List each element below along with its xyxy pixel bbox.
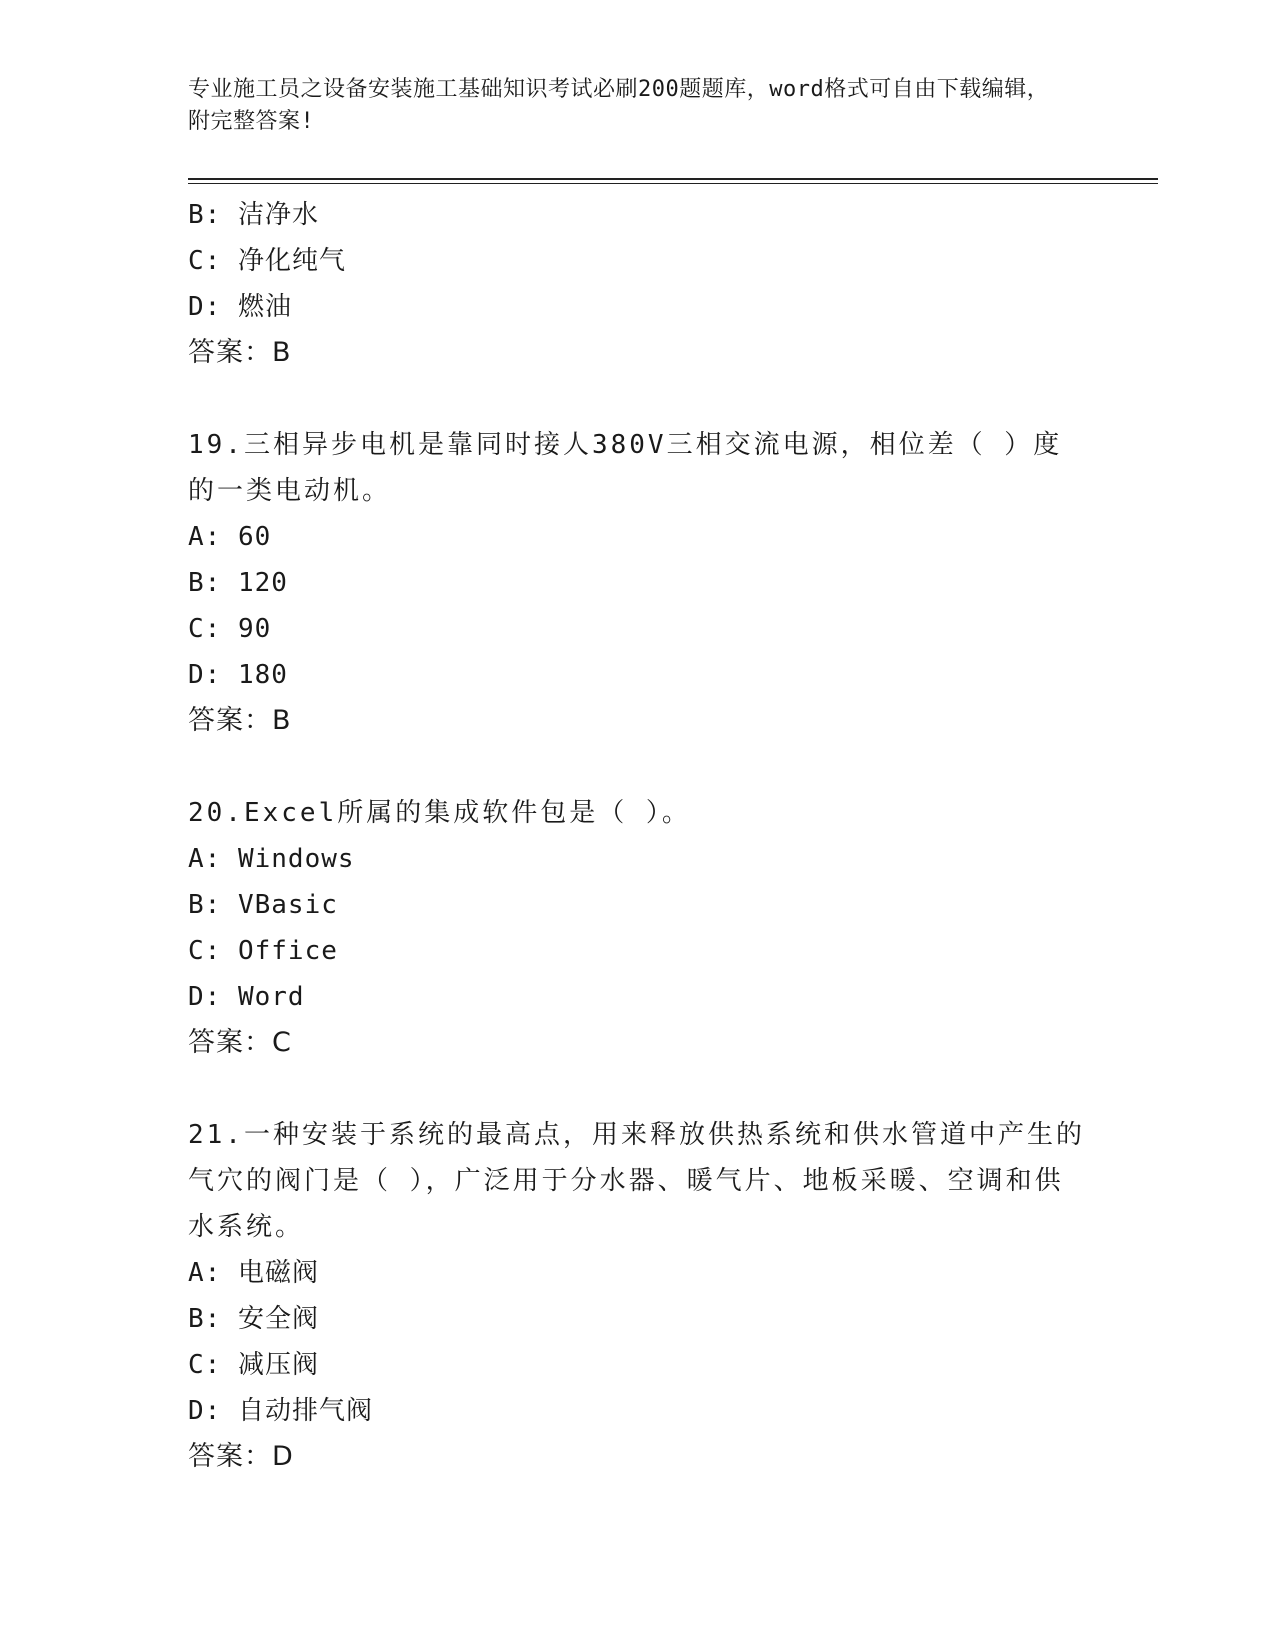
document-header-title: 专业施工员之设备安装施工基础知识考试必刷200题题库，word格式可自由下载编辑，附完整答案! [188,77,1050,134]
question-list [188,192,1158,1480]
option-a: A: Windows [188,844,355,874]
answer-line: 答案：D [188,1441,294,1472]
question-spacer [188,376,1158,422]
option-c: C: 净化纯气 [188,246,346,276]
option-a: A: 电磁阀 [188,1258,319,1288]
answer-line: 答案：B [188,337,292,368]
question-stem: 20.Excel所属的集成软件包是（ ）。 [188,798,691,828]
option-b: B: VBasic [188,890,338,920]
option-b: B: 洁净水 [188,200,319,230]
question-21 [188,1112,1158,1480]
option-d: D: Word [188,982,305,1012]
question-19 [188,422,1158,744]
answer-line: 答案：B [188,705,292,736]
answer-line: 答案：C [188,1027,292,1058]
question-spacer [188,744,1158,790]
option-c: C: 减压阀 [188,1350,319,1380]
option-d: D: 180 [188,660,288,690]
option-b: B: 安全阀 [188,1304,319,1334]
question-20 [188,790,1158,1066]
question-18-continuation [188,192,1158,376]
option-a: A: 60 [188,522,272,552]
question-stem: 21.一种安装于系统的最高点，用来释放供热系统和供水管道中产生的气穴的阀门是（ ），广泛用于分水器、暖气片、地板采暖、空调和供水系统。 [188,1120,1085,1242]
option-c: C: Office [188,936,338,966]
option-d: D: 燃油 [188,292,292,322]
question-spacer [188,1066,1158,1112]
option-c: C: 90 [188,614,272,644]
header-rule-top [188,178,1158,180]
header-rule-bottom [188,183,1158,184]
option-b: B: 120 [188,568,288,598]
question-stem: 19.三相异步电机是靠同时接人380V三相交流电源，相位差（ ）度的一类电动机。 [188,430,1063,506]
option-d: D: 自动排气阀 [188,1396,373,1426]
